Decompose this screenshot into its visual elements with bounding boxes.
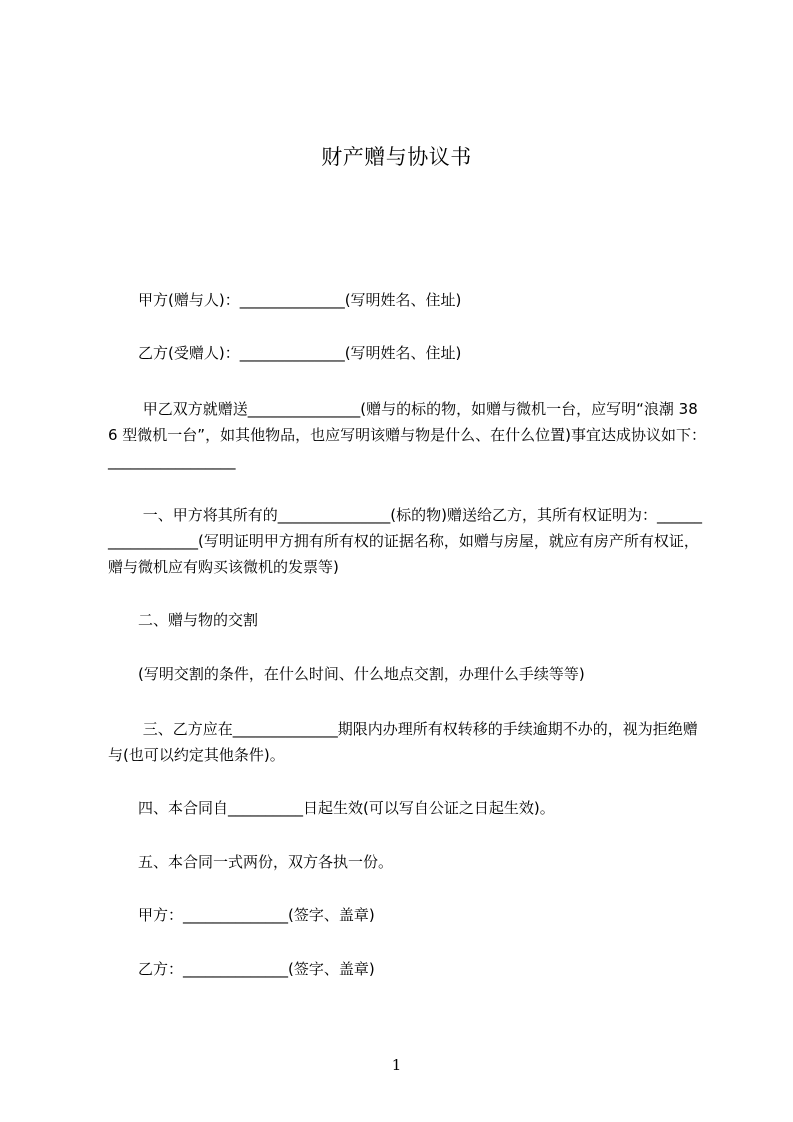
clause-2-heading: 二、赠与物的交割 [108, 611, 259, 629]
clause-4-paragraph: 四、本合同自__________日起生效(可以写自公证之日起生效)。 [108, 799, 555, 817]
page-number: 1 [391, 1056, 402, 1074]
clause-1-paragraph: 一、甲方将其所有的_______________(标的物)赠送给乙方，其所有权证明为：__________________(写明证明甲方拥有所有权的证据名称，如赠与房屋，就应有房产所有权证，赠与微机应有购买该微机的发票等) [108, 506, 702, 576]
clause-2-body: (写明交割的条件，在什么时间、什么地点交割，办理什么手续等等) [108, 665, 585, 683]
document-title: 财产赠与协议书 [321, 145, 472, 169]
signature-party-a: 甲方：______________(签字、盖章) [108, 906, 375, 924]
clause-5-paragraph: 五、本合同一式两份，双方各执一份。 [108, 853, 394, 871]
intro-paragraph: 甲乙双方就赠送_______________(赠与的标的物，如赠与微机一台，应写明“浪潮 386 型微机一台”，如其他物品，也应写明该赠与物是什么、在什么位置)事宜达成协议如下：_________________ [108, 400, 706, 470]
party-a-line: 甲方(赠与人)：______________(写明姓名、住址) [108, 291, 462, 309]
signature-party-b: 乙方：______________(签字、盖章) [108, 960, 375, 978]
party-b-line: 乙方(受赠人)：______________(写明姓名、住址) [108, 344, 462, 362]
clause-3-paragraph: 三、乙方应在______________期限内办理所有权转移的手续逾期不办的，视为拒绝赠与(也可以约定其他条件)。 [108, 720, 698, 764]
